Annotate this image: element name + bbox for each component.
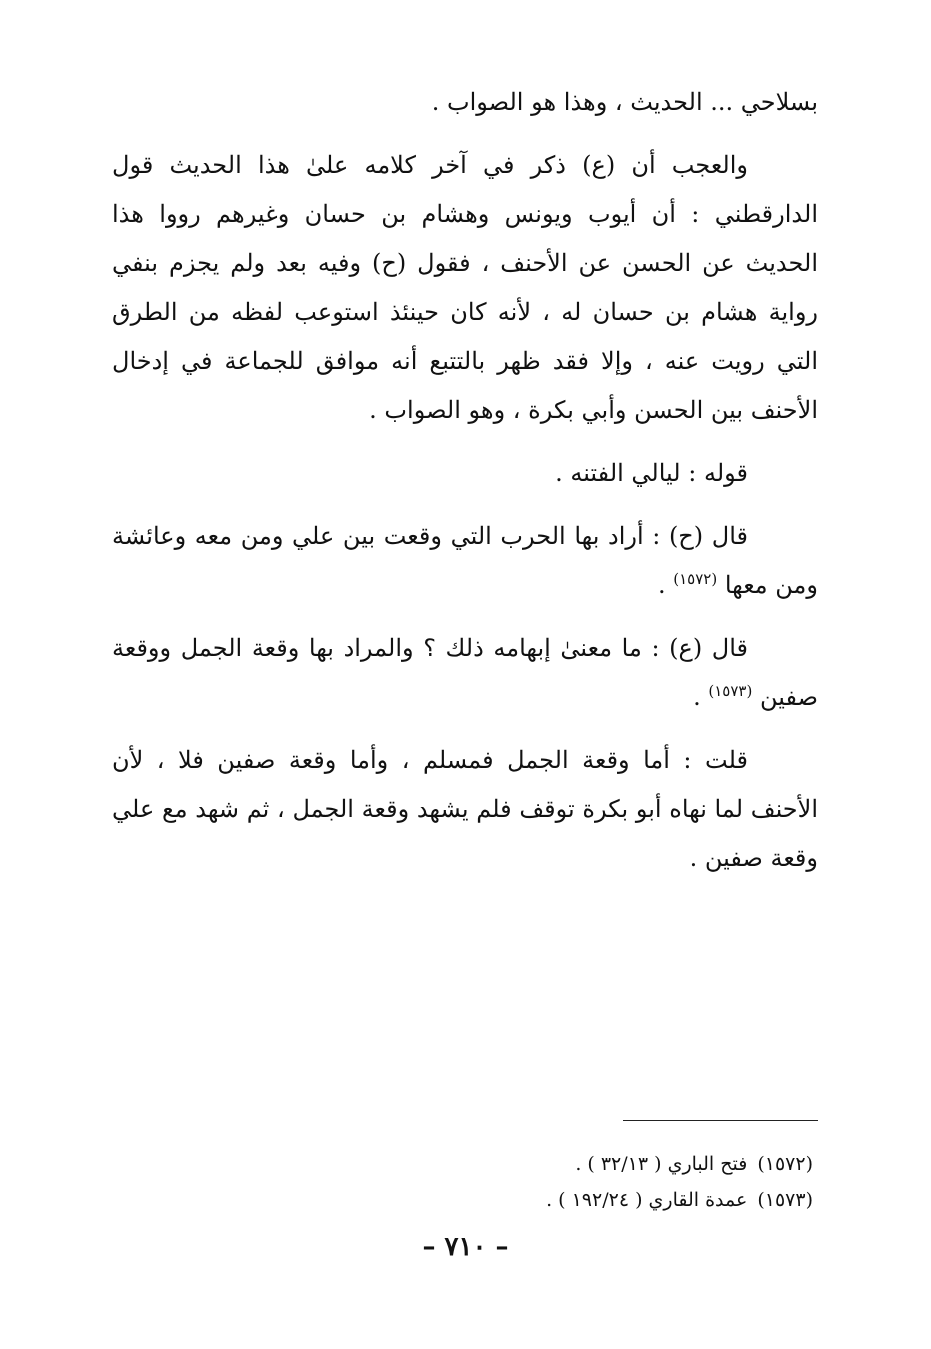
paragraph-tail: .: [657, 571, 674, 599]
footnote-number: (١٥٧٣): [757, 1189, 813, 1211]
paragraph-text: بسلاحي ... الحديث ، وهذا هو الصواب .: [431, 88, 818, 116]
paragraph-6: [112, 736, 818, 883]
paragraph-text: قال (ح) : أراد بها الحرب التي وقعت بين علي ومن معه وعائشة ومن معها: [112, 522, 818, 599]
footnote-reference[interactable]: (١٥٧٣): [708, 682, 753, 700]
footnote-number: (١٥٧٢): [757, 1153, 813, 1175]
paragraph-text: قال (ع) : ما معنىٰ إبهامه ذلك ؟ والمراد بها وقعة الجمل ووقعة صفين: [112, 634, 818, 711]
page-number: – ٧١٠ –: [422, 1232, 509, 1262]
main-text: [112, 78, 818, 897]
footnotes: [113, 1146, 813, 1218]
footnote-reference[interactable]: (١٥٧٢): [673, 570, 718, 588]
paragraph-tail: .: [693, 683, 709, 711]
footnote-divider: [623, 1120, 818, 1121]
paragraph-2: [112, 141, 818, 435]
footnote-2: [113, 1182, 813, 1218]
paragraph-5: [112, 624, 818, 722]
footnote-1: [113, 1146, 813, 1182]
paragraph-text: والعجب أن (ع) ذكر في آخر كلامه علىٰ هذا الحديث قول الدارقطني : أن أيوب ويونس وهشام بن حسان وغيرهم رووا هذا الحديث عن الحسن عن الأحنف ، فقول (ح) وفيه بعد ولم يجزم بنفي رواية هشام بن حسان له ، لأنه كان حينئذ استوعب لفظه من الطرق التي رويت عنه ، وإلا فقد ظهر بالتتبع أنه موافق للجماعة في إدخال الأحنف بين الحسن وأبي بكرة ، وهو الصواب .: [112, 151, 818, 424]
paragraph-4: [112, 512, 818, 610]
paragraph-text: قوله : ليالي الفتنه .: [555, 459, 748, 487]
paragraph-1: [112, 78, 818, 127]
footnote-text: فتح الباري ( ٣٢/١٣ ) .: [575, 1153, 748, 1175]
footnote-text: عمدة القاري ( ١٩٢/٢٤ ) .: [546, 1189, 748, 1211]
paragraph-3: [112, 449, 818, 498]
paragraph-text: قلت : أما وقعة الجمل فمسلم ، وأما وقعة صفين فلا ، لأن الأحنف لما نهاه أبو بكرة توقف فلم يشهد وقعة الجمل ، ثم شهد مع علي وقعة صفين .: [112, 746, 818, 872]
